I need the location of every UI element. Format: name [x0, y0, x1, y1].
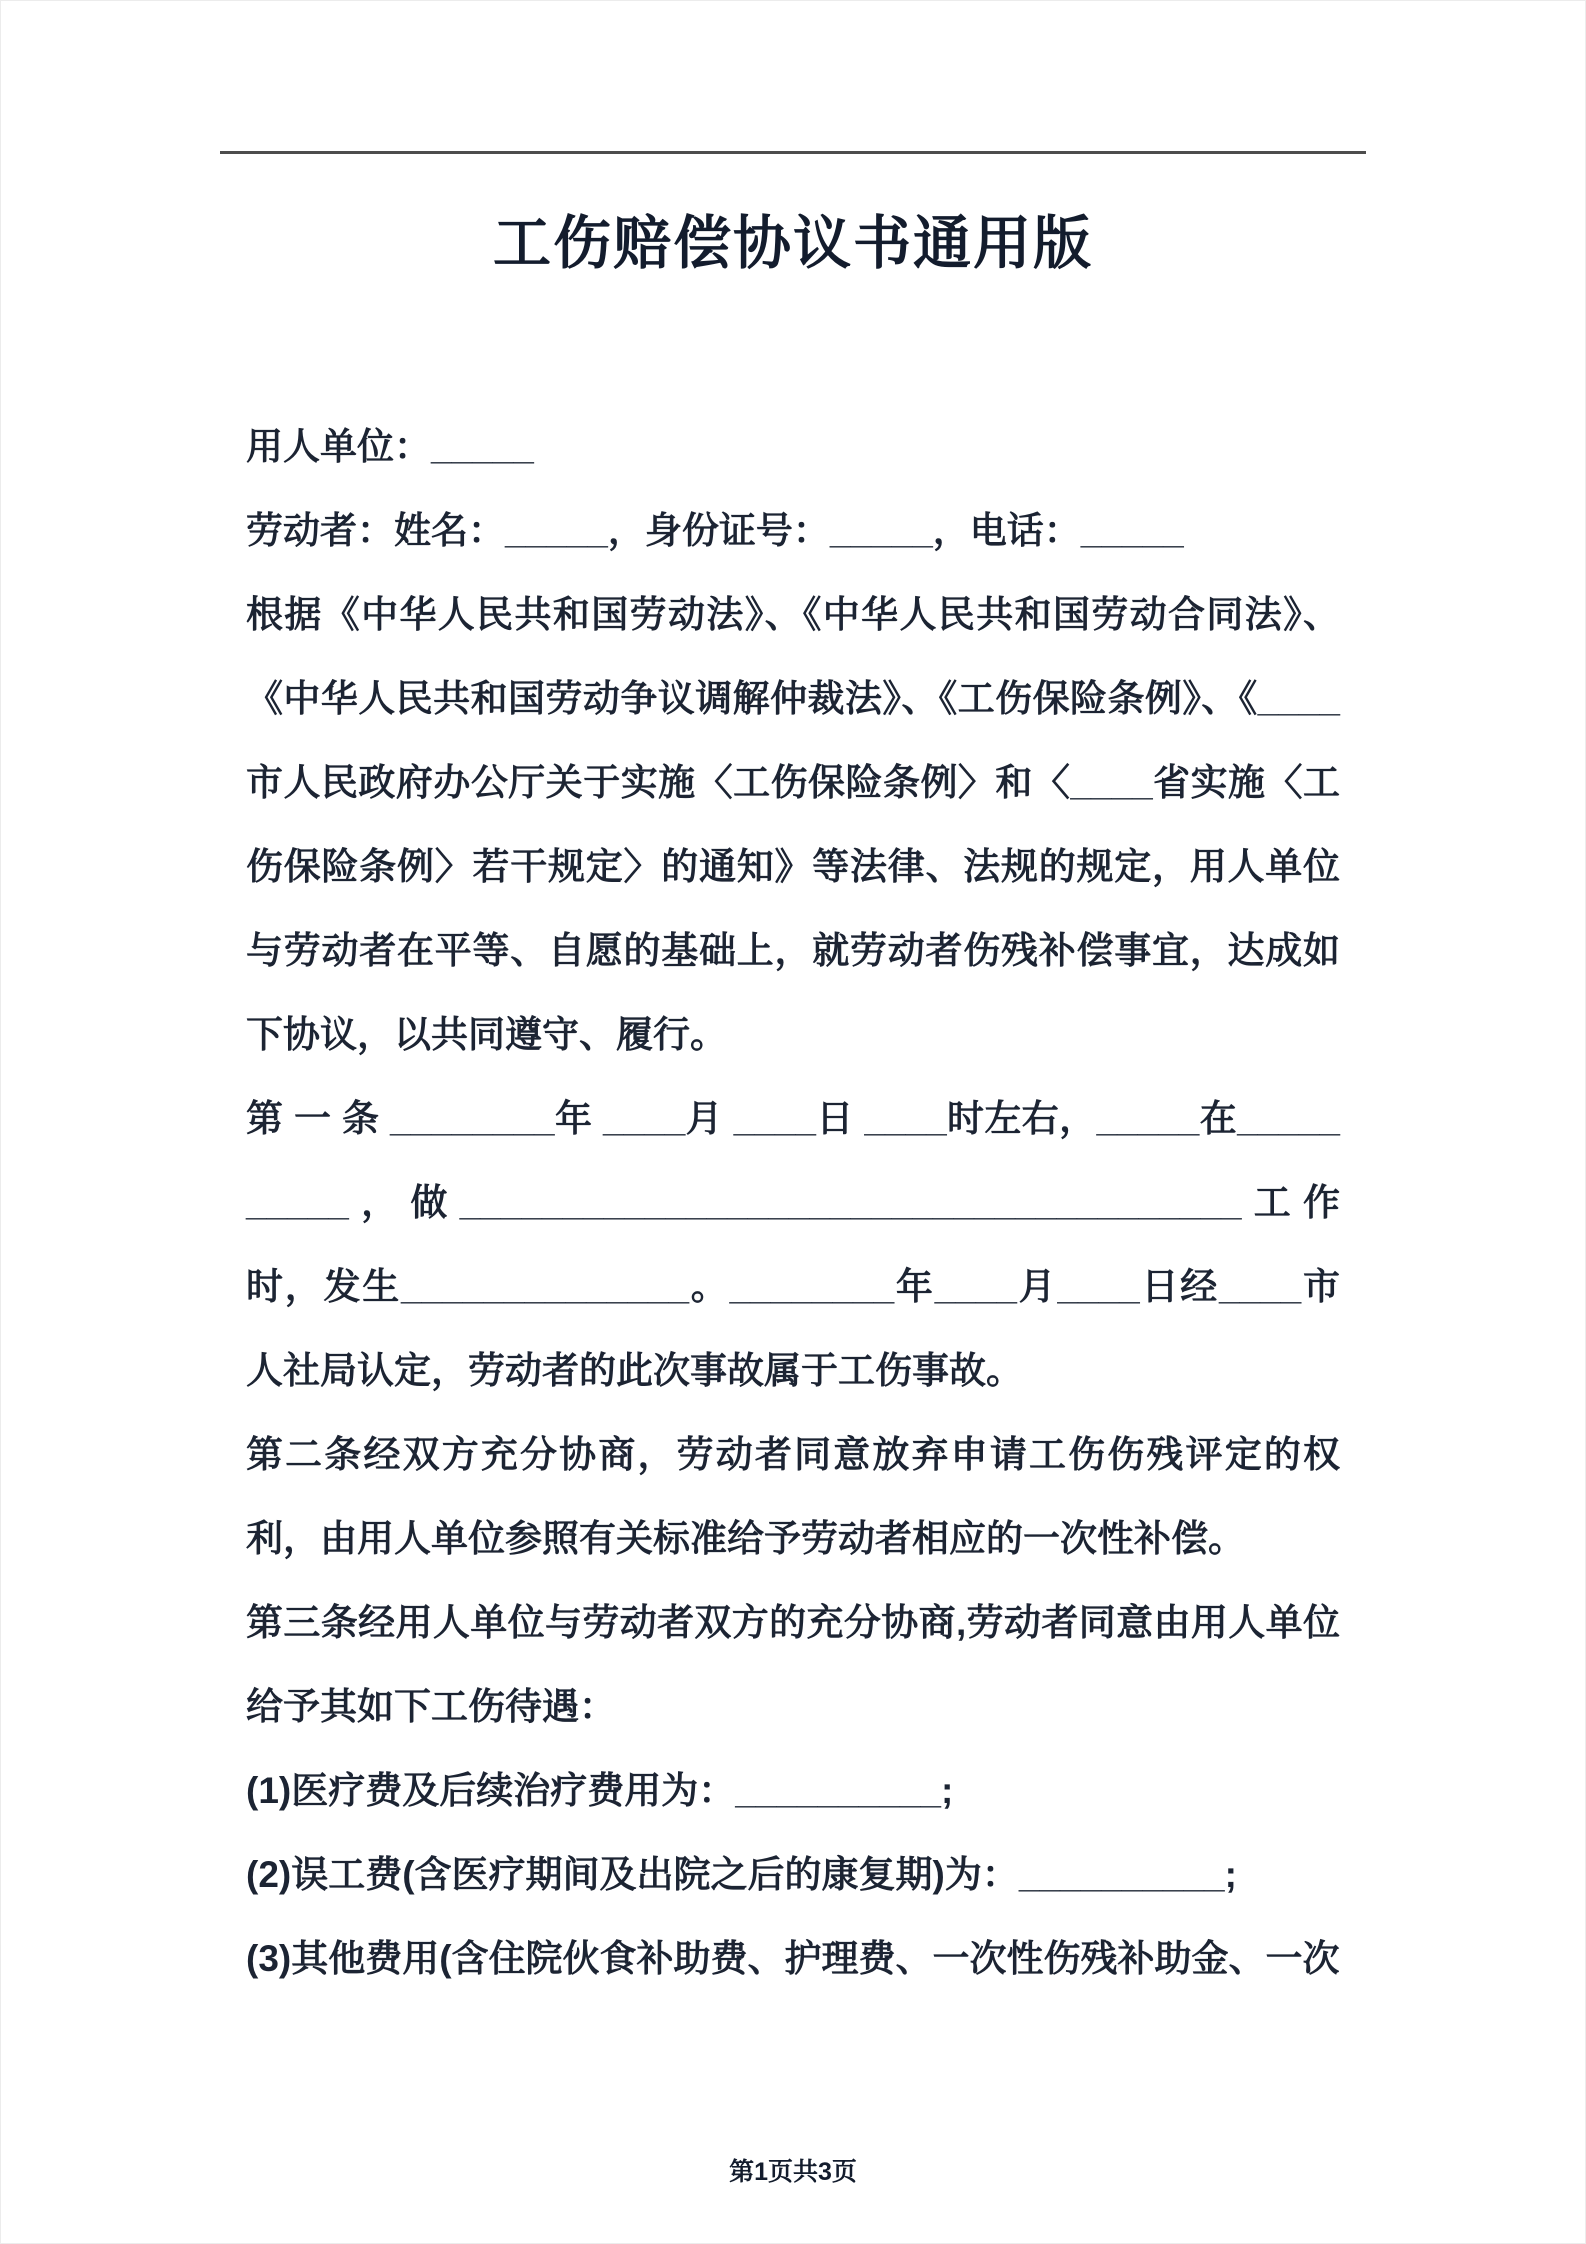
top-divider — [220, 151, 1366, 154]
page-number-footer: 第1页共3页 — [729, 2158, 857, 2186]
paragraph-employer: 用人单位：_____ — [246, 426, 534, 468]
paragraph-article-1: 第 一 条 ________年 ____月 ____日 ____时左右，_____在__________，做______________________________________工作时，发生______________。________年____月____日经____市人社局认定，劳动者的此次事故属于工伤事故。 — [246, 1098, 1340, 1392]
paragraph-preamble-legal-basis: 根据《中华人民共和国劳动法》、《中华人民共和国劳动合同法》、《中华人民共和国劳动争议调解仲裁法》、《工伤保险条例》、《____市人民政府办公厅关于实施〈工伤保险条例〉和〈____省实施〈工伤保险条例〉若干规定〉的通知》等法律、法规的规定，用人单位与劳动者在平等、自愿的基础上，就劳动者伤残补偿事宜，达成如下协议，以共同遵守、履行。 — [246, 594, 1340, 1056]
paragraph-item-1-medical-fee: (1)医疗费及后续治疗费用为：__________; — [246, 1770, 954, 1812]
paragraph-item-3-other-fees: (3)其他费用(含住院伙食补助费、护理费、一次性伤残补助金、一次 — [246, 1938, 1340, 1980]
paragraph-article-2: 第二条经双方充分协商，劳动者同意放弃申请工伤伤残评定的权利，由用人单位参照有关标准给予劳动者相应的一次性补偿。 — [246, 1434, 1340, 1560]
document-title: 工伤赔偿协议书通用版 — [492, 211, 1093, 276]
paragraph-item-2-lost-work-fee: (2)误工费(含医疗期间及出院之后的康复期)为：__________; — [246, 1854, 1237, 1896]
paragraph-worker-info: 劳动者：姓名：_____，身份证号：_____，电话：_____ — [246, 510, 1184, 552]
paragraph-article-3: 第三条经用人单位与劳动者双方的充分协商,劳动者同意由用人单位给予其如下工伤待遇： — [246, 1602, 1340, 1728]
document-body — [246, 405, 1340, 2001]
